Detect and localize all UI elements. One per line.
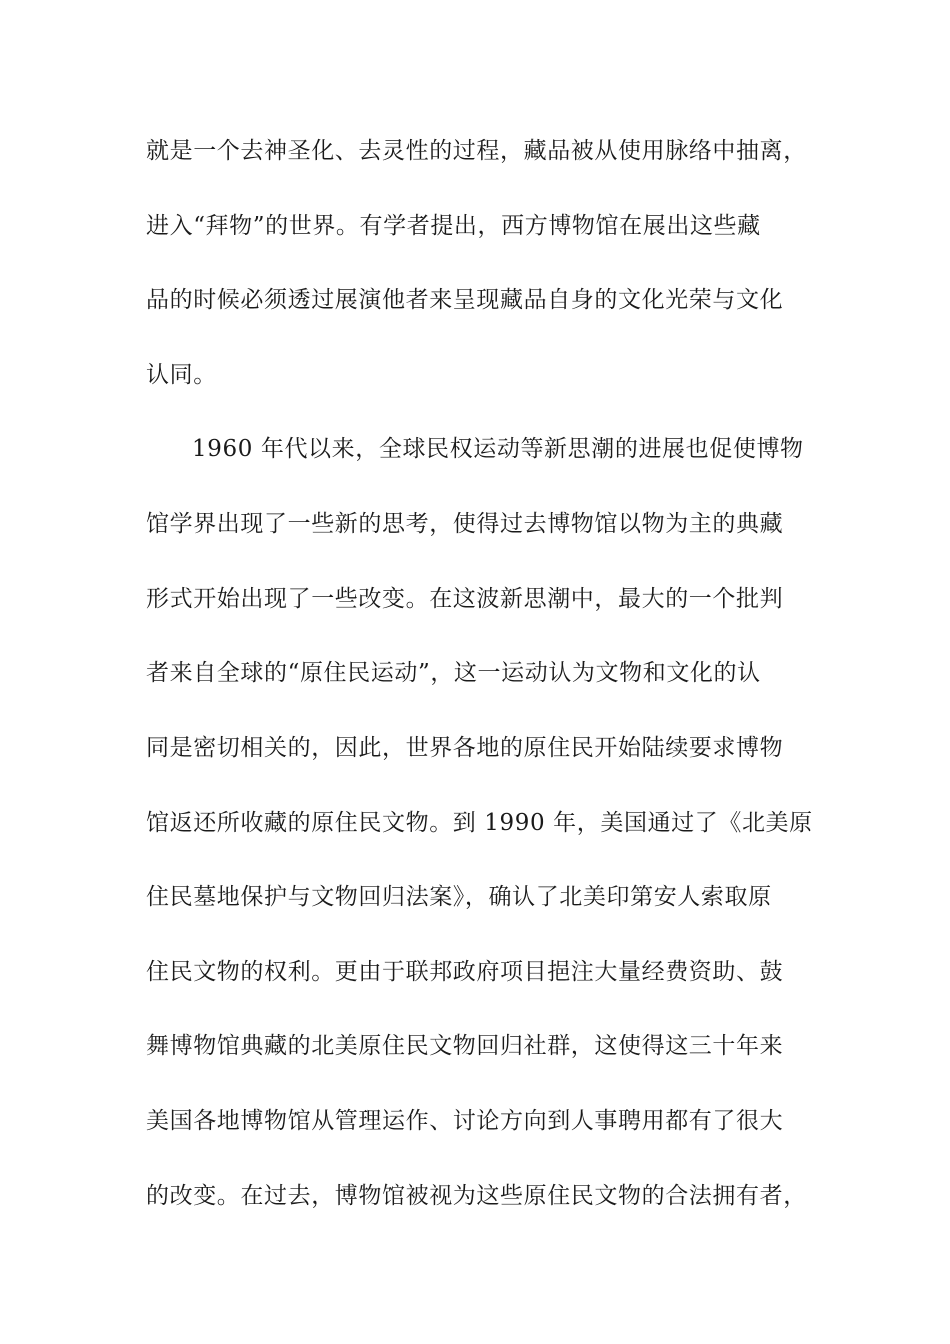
text-line: 舞博物馆典藏的北美原住民文物回归社群，这使得这三十年来	[146, 1033, 784, 1059]
text-line: 认同。	[146, 362, 217, 388]
text-line: 1960 年代以来，全球民权运动等新思潮的进展也促使博物	[192, 436, 804, 462]
text-line: 的改变。在过去，博物馆被视为这些原住民文物的合法拥有者，	[146, 1183, 807, 1209]
text-line: 住民墓地保护与文物回归法案》，确认了北美印第安人索取原	[146, 884, 772, 910]
text-line: 美国各地博物馆从管理运作、讨论方向到人事聘用都有了很大	[146, 1108, 784, 1134]
text-line: 者来自全球的“原住民运动”，这一运动认为文物和文化的认	[146, 660, 761, 686]
text-line: 进入“拜物”的世界。有学者提出，西方博物馆在展出这些藏	[146, 213, 761, 239]
text-line: 住民文物的权利。更由于联邦政府项目挹注大量经费资助、鼓	[146, 959, 784, 985]
text-line: 同是密切相关的，因此，世界各地的原住民开始陆续要求博物	[146, 735, 784, 761]
text-line: 就是一个去神圣化、去灵性的过程，藏品被从使用脉络中抽离，	[146, 138, 807, 164]
text-line: 品的时候必须透过展演他者来呈现藏品自身的文化光荣与文化	[146, 287, 784, 313]
text-line: 馆学界出现了一些新的思考，使得过去博物馆以物为主的典藏	[146, 511, 784, 537]
text-line: 形式开始出现了一些改变。在这波新思潮中，最大的一个批判	[146, 586, 784, 612]
text-line: 馆返还所收藏的原住民文物。到 1990 年，美国通过了《北美原	[146, 810, 813, 836]
